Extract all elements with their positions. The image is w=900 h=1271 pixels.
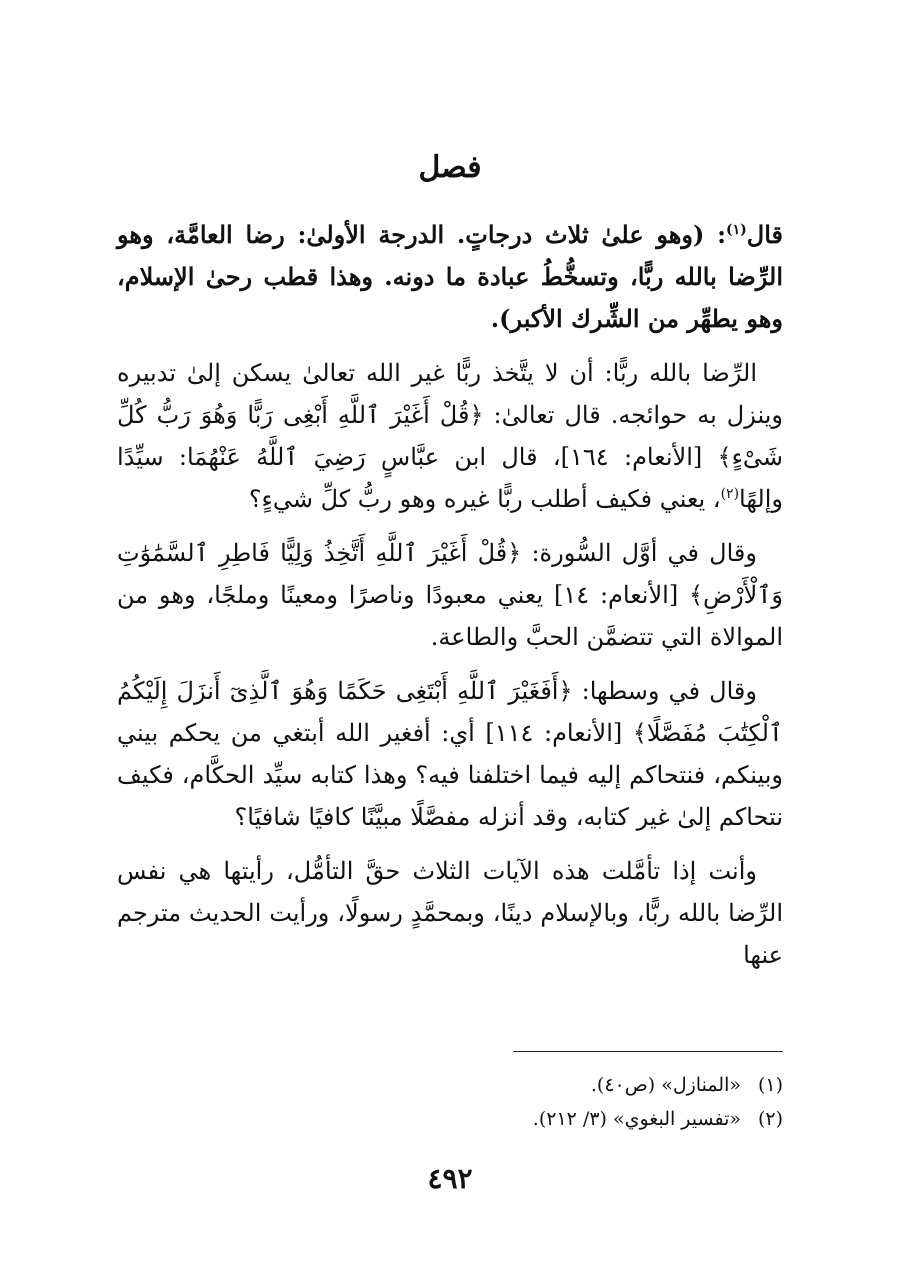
body-text <box>117 214 783 988</box>
footnote-text: «تفسير البغوي» (٣/ ٢١٢). <box>532 1108 741 1130</box>
paragraph-reflection: وأنت إذا تأمَّلت هذه الآيات الثلاث حقَّ التأمُّل، رأيتها هي نفس الرِّضا بالله ربًّا، وبالإسلام دينًا، وبمحمَّدٍ رسولًا، ورأيت الحديث مترجم عنها <box>117 857 783 969</box>
footnote-text: «المنازل» (ص٤٠). <box>590 1074 741 1096</box>
footnote-divider <box>513 1051 783 1052</box>
paragraph-text: الرِّضا بالله ربًّا: أن لا يتَّخذ ربًّا غير الله تعالىٰ يسكن إلىٰ تدبيره وينزل به حوائجه. قال تعالىٰ: ﴿قُلْ أَغَيْرَ ٱللَّهِ أَبْغِى رَبًّا وَهُوَ رَبُّ كُلِّ شَىْءٍ﴾ [الأنعام: ١٦٤]، قال ابن عبَّاسٍ رَضِيَ ٱللَّهُ عَنْهُمَا: سيِّدًا وإلهًا <box>117 359 783 513</box>
speaker-label: قال <box>746 220 783 249</box>
section-heading: فصل <box>418 150 482 185</box>
paragraph-surah-middle: وقال في وسطها: ﴿أَفَغَيْرَ ٱللَّهِ أَبْتَغِى حَكَمًا وَهُوَ ٱلَّذِىٓ أَنزَلَ إِلَيْكُمُ ٱلْكِتَٰبَ مُفَصَّلًا﴾ [الأنعام: ١١٤] أي: أفغير الله أبتغي من يحكم بيني وبينكم، فنتحاكم إليه فيما اختلفنا فيه؟ وهذا كتابه سيِّد الحكَّام، فكيف نتحاكم إلىٰ غير كتابه، وقد أنزله مفصَّلًا مبيَّنًا كافيًا شافيًا؟ <box>117 677 783 831</box>
page-number: ٤٩٢ <box>427 1162 473 1195</box>
paragraph-surah-beginning: وقال في أوَّل السُّورة: ﴿قُلْ أَغَيْرَ ٱللَّهِ أَتَّخِذُ وَلِيًّا فَاطِرِ ٱلسَّمَٰوَٰتِ وَٱلْأَرْضِ﴾ [الأنعام: ١٤] يعني معبودًا وناصرًا ومعينًا وملجًا، وهو من الموالاة التي تتضمَّن الحبَّ والطاعة. <box>117 539 783 651</box>
footnotes <box>117 1068 783 1136</box>
footnote-ref-1[interactable]: (١) <box>725 222 747 238</box>
paragraph-rida-definition <box>117 352 783 520</box>
intro-quote-text: : (وهو علىٰ ثلاث درجاتٍ. الدرجة الأولىٰ: رضا العامَّة، وهو الرِّضا بالله ربًّا، وتسخُّطُ عبادة ما دونه. وهذا قطب رحىٰ الإسلام، وهو يطهِّر من الشِّرك الأكبر). <box>117 220 783 333</box>
footnote-number: (٢) <box>757 1108 783 1130</box>
paragraph-text: ، يعني فكيف أطلب ربًّا غيره وهو ربُّ كلِّ شيءٍ؟ <box>248 485 721 513</box>
footnote-item <box>117 1102 783 1136</box>
intro-quote-paragraph <box>117 214 783 340</box>
footnote-ref-2[interactable]: (٢) <box>720 486 740 502</box>
footnote-number: (١) <box>757 1074 783 1096</box>
footnote-item <box>117 1068 783 1102</box>
